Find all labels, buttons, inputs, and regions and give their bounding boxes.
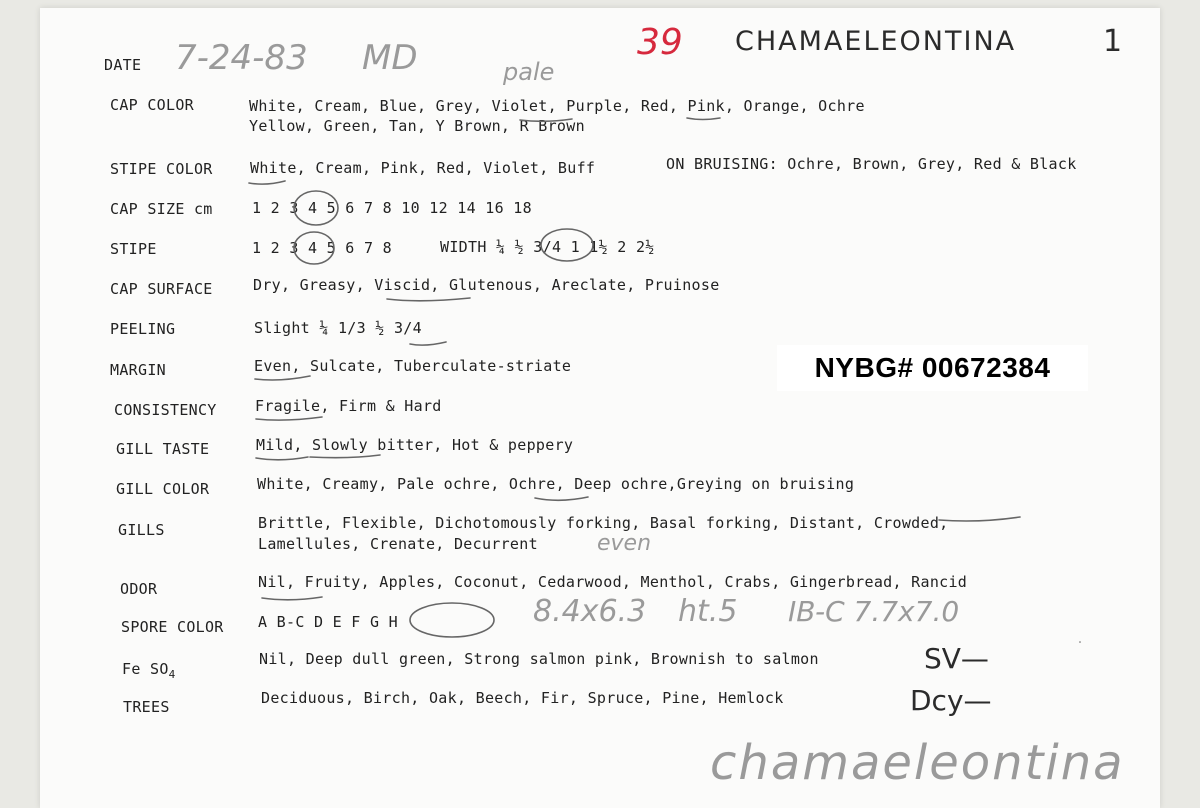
underline-even: [255, 376, 310, 380]
species-title: CHAMAELEONTINA: [735, 26, 1017, 57]
cap-color-line2: Yellow, Green, Tan, Y Brown, R Brown: [249, 117, 585, 135]
consistency-value: Fragile, Firm & Hard: [255, 397, 442, 415]
cap-surface-label: CAP SURFACE: [110, 280, 213, 298]
cap-surface-value: Dry, Greasy, Viscid, Glutenous, Areclate, Pruinose: [253, 276, 720, 294]
gill-color-value: White, Creamy, Pale ochre, Ochre, Deep ochre,Greying on bruising: [257, 475, 855, 493]
underline-mild: [256, 457, 308, 460]
cap-size-label: CAP SIZE cm: [110, 200, 213, 218]
cap-color-note: pale: [503, 58, 555, 86]
underline-three-quarters: [410, 342, 446, 345]
collector-initials: MD: [362, 38, 418, 78]
underline-red: [687, 118, 720, 120]
date-label: DATE: [104, 56, 142, 74]
feso4-note: SV—: [924, 642, 989, 675]
gills-label: GILLS: [118, 521, 165, 539]
spore-bc-note: IB-C 7.7x7.0: [788, 595, 960, 628]
gill-taste-label: GILL TASTE: [116, 440, 210, 458]
odor-value: Nil, Fruity, Apples, Coconut, Cedarwood, Menthol, Crabs, Gingerbread, Rancid: [258, 573, 968, 591]
spore-color-label: SPORE COLOR: [121, 618, 224, 636]
specimen-data-sheet: [40, 8, 1160, 808]
title-number: 1: [1103, 24, 1123, 59]
accession-tag: NYBG# 00672384: [777, 345, 1088, 391]
date-value: 7-24-83: [175, 38, 308, 78]
gills-line2: Lamellules, Crenate, Decurrent: [258, 535, 538, 553]
underline-crowded: [939, 517, 1020, 521]
trees-note: Dcy—: [910, 684, 992, 717]
spore-size-note: 8.4x6.3: [533, 594, 647, 629]
underline-fragile: [256, 417, 322, 420]
feso4-value: Nil, Deep dull green, Strong salmon pink, Brownish to salmon: [259, 650, 819, 668]
stipe-color-value: White, Cream, Pink, Red, Violet, Buff: [250, 159, 596, 177]
cap-size-value: 1 2 3 4 5 6 7 8 10 12 14 16 18: [252, 199, 532, 217]
stipe-length-value: 1 2 3 4 5 6 7 8: [252, 239, 392, 257]
feso4-label: Fe $SO_4$: [122, 660, 176, 681]
underline-viscid: [387, 298, 470, 301]
margin-label: MARGIN: [110, 361, 166, 379]
stipe-color-label: STIPE COLOR: [110, 160, 213, 178]
trees-value: Deciduous, Birch, Oak, Beech, Fir, Spruce, Pine, Hemlock: [261, 689, 784, 707]
spore-color-value: A B-C D E F G H: [258, 613, 398, 631]
peeling-value: Slight ¼ 1/3 ½ 3/4: [254, 319, 422, 337]
underline-slowly-bitter: [310, 455, 380, 458]
spore-height-note: ht.5: [678, 594, 738, 629]
cap-color-label: CAP COLOR: [110, 96, 194, 114]
specimen-number: 39: [637, 22, 683, 63]
odor-label: ODOR: [120, 580, 158, 598]
stipe-label: STIPE: [110, 240, 157, 258]
consistency-label: CONSISTENCY: [114, 401, 217, 419]
gills-note: even: [597, 531, 652, 556]
stipe-bruising-value: ON BRUISING: Ochre, Brown, Grey, Red & Black: [666, 155, 1077, 173]
circle-spore-gh: [410, 603, 494, 637]
underline-white: [249, 181, 285, 184]
margin-value: Even, Sulcate, Tuberculate-striate: [254, 357, 572, 375]
gill-color-label: GILL COLOR: [116, 480, 210, 498]
underline-ochre: [535, 497, 588, 500]
gill-taste-value: Mild, Slowly bitter, Hot & peppery: [256, 436, 574, 454]
cap-color-line1: White, Cream, Blue, Grey, Violet, Purple, Red, Pink, Orange, Ochre: [249, 97, 865, 115]
gills-line1: Brittle, Flexible, Dichotomously forking, Basal forking, Distant, Crowded,: [258, 514, 949, 532]
trees-label: TREES: [123, 698, 170, 716]
underline-nil: [262, 597, 322, 600]
stipe-width-value: WIDTH ¼ ½ 3/4 1 1½ 2 2½: [440, 238, 655, 256]
peeling-label: PEELING: [110, 320, 176, 338]
footer-species-name: chamaeleontina: [710, 735, 1125, 791]
